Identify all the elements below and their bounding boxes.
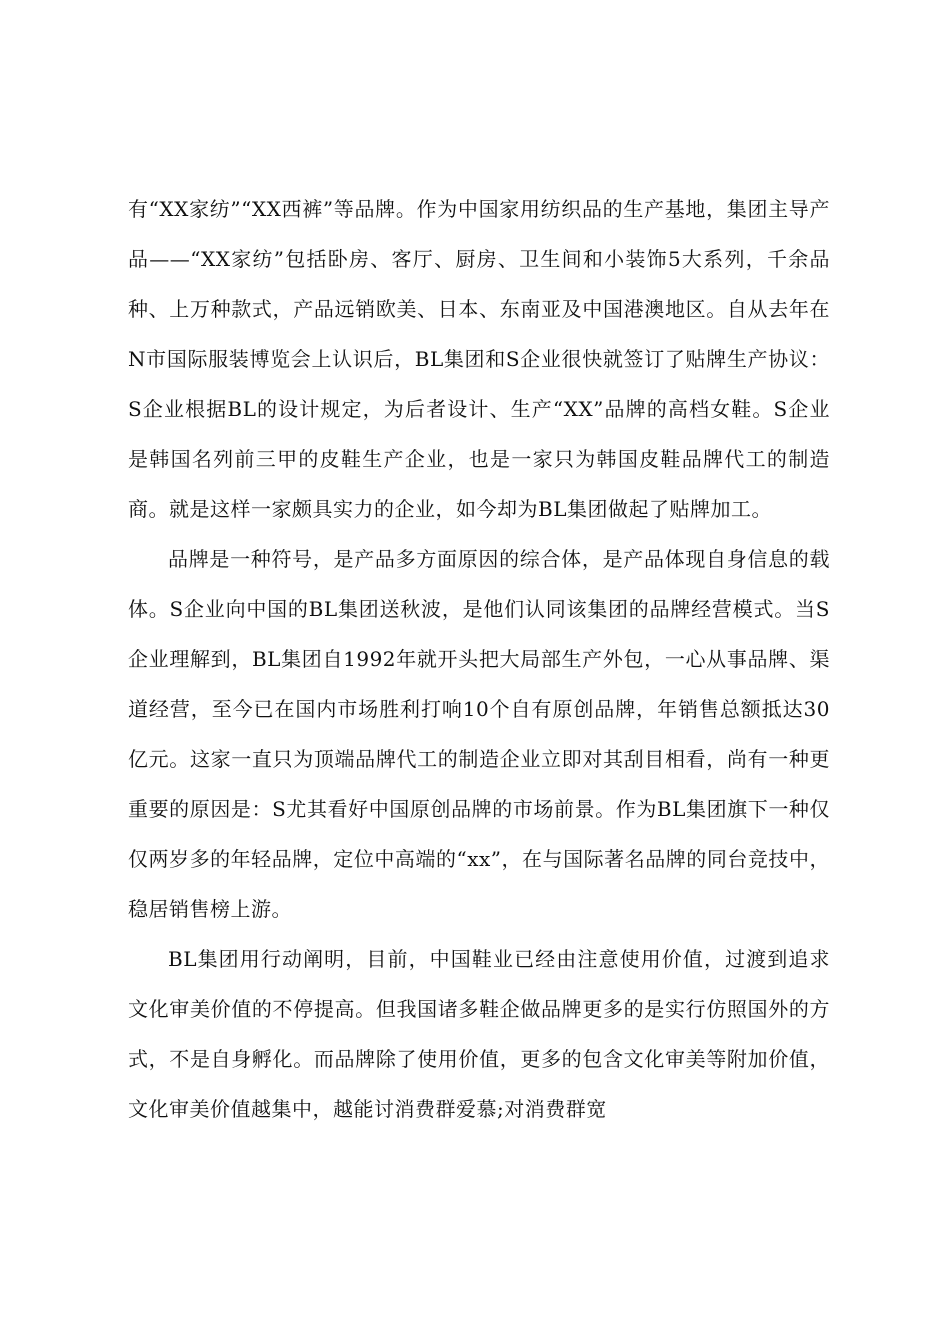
paragraph-3: BL集团用行动阐明，目前，中国鞋业已经由注意使用价值，过渡到追求文化审美价值的不停提高。但我国诸多鞋企做品牌更多的是实行仿照国外的方式，不是自身孵化。而品牌除了使用价值，更多的包含文化审美等附加价值，文化审美价值越集中，越能讨消费群爱慕;对消费群宽 <box>128 947 830 1121</box>
paragraph-2: 品牌是一种符号，是产品多方面原因的综合体，是产品体现自身信息的载体。S企业向中国的BL集团送秋波，是他们认同该集团的品牌经营模式。当S企业理解到，BL集团自1992年就开头把大局部生产外包，一心从事品牌、渠道经营，至今已在国内市场胜利打响10个自有原创品牌，年销售总额抵达30亿元。这家一直只为顶端品牌代工的制造企业立即对其刮目相看，尚有一种更重要的原因是：S尤其看好中国原创品牌的市场前景。作为BL集团旗下一种仅仅两岁多的年轻品牌，定位中高端的“xx”，在与国际著名品牌的同台竞技中，稳居销售榜上游。 <box>128 547 830 921</box>
document-body <box>128 184 830 1134</box>
paragraph-1: 有“XX家纺”“XX西裤”等品牌。作为中国家用纺织品的生产基地，集团主导产品——“XX家纺”包括卧房、客厅、厨房、卫生间和小装饰5大系列，千余品种、上万种款式，产品远销欧美、日本、东南亚及中国港澳地区。自从去年在N市国际服装博览会上认识后，BL集团和S企业很快就签订了贴牌生产协议：S企业根据BL的设计规定，为后者设计、生产“XX”品牌的高档女鞋。S企业是韩国名列前三甲的皮鞋生产企业，也是一家只为韩国皮鞋品牌代工的制造商。就是这样一家颇具实力的企业，如今却为BL集团做起了贴牌加工。 <box>128 197 830 521</box>
